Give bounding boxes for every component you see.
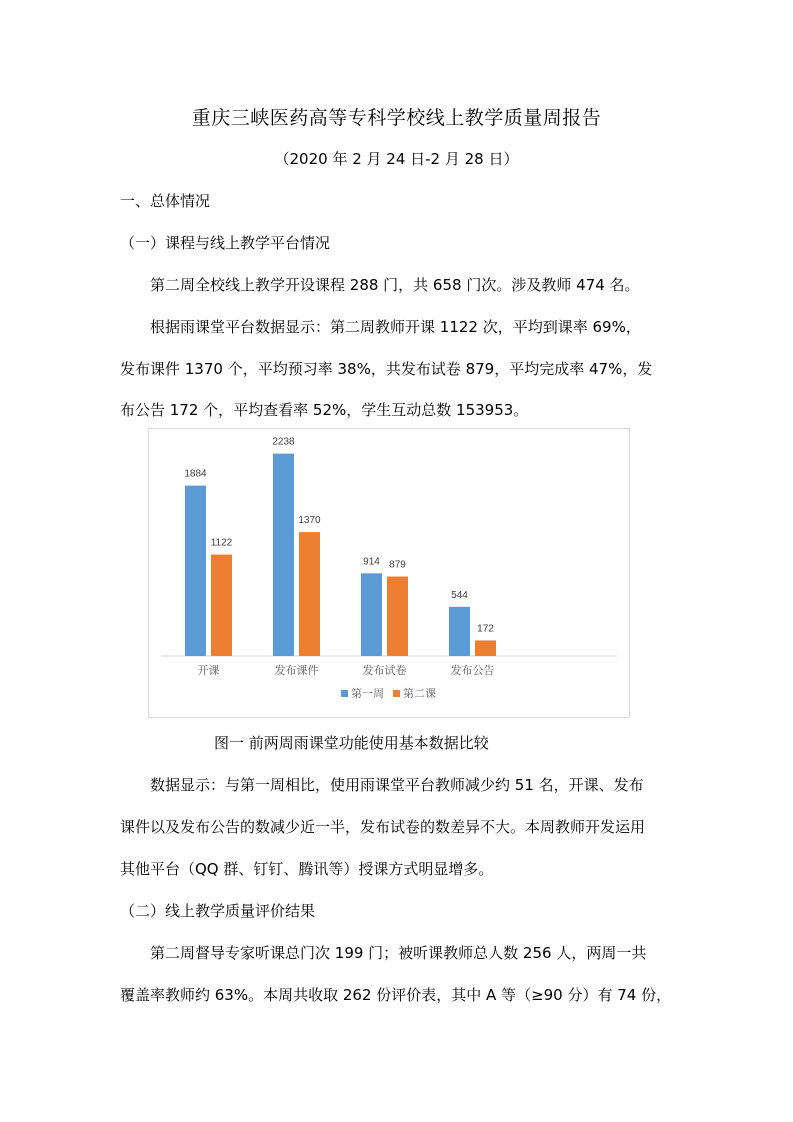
category-label: 发布公告	[450, 664, 495, 677]
date-range-subtitle: （2020 年 2 月 24 日-2 月 28 日）	[274, 150, 519, 168]
legend-label: 第二课	[403, 687, 436, 700]
bar-week2	[299, 532, 320, 656]
bar-chart	[149, 429, 629, 717]
bar-chart-container	[148, 428, 630, 718]
legend-label: 第一周	[351, 687, 384, 700]
data-label: 2238	[272, 436, 295, 448]
bar-week1	[273, 454, 294, 656]
bar-week1	[185, 486, 206, 656]
paragraph-evaluation-line2: 覆盖率教师约 63%。本周共收取 262 份评价表，其中 A 等（≥90 分）有 74 份，	[120, 986, 672, 1004]
data-label: 544	[451, 589, 468, 601]
data-label: 1370	[298, 515, 321, 527]
legend-swatch	[393, 690, 400, 697]
bar-week2	[475, 640, 496, 656]
category-label: 发布试卷	[362, 664, 407, 677]
paragraph-platform-line3: 布公告 172 个，平均查看率 52%，学生互动总数 153953。	[120, 401, 529, 419]
paragraph-evaluation-line1: 第二周督导专家听课总门次 199 门；被听课教师总人数 256 人，两周一共	[150, 944, 647, 962]
paragraph-platform-line1: 根据雨课堂平台数据显示：第二周教师开课 1122 次，平均到课率 69%，	[150, 318, 641, 336]
data-label: 879	[389, 559, 406, 571]
paragraph-platform-line2: 发布课件 1370 个，平均预习率 38%，共发布试卷 879，平均完成率 47%，发	[120, 360, 653, 378]
data-label: 1122	[210, 537, 233, 549]
subsection-heading-courses: （一）课程与线上教学平台情况	[120, 234, 331, 252]
paragraph-analysis-line1: 数据显示：与第一周相比，使用雨课堂平台教师减少约 51 名，开课、发布	[150, 776, 644, 794]
paragraph-course-stats: 第二周全校线上教学开设课程 288 门，共 658 门次。涉及教师 474 名。	[150, 276, 640, 294]
paragraph-analysis-line2: 课件以及发布公告的数减少近一半，发布试卷的数差异不大。本周教师开发运用	[120, 818, 646, 836]
bar-week1	[361, 573, 382, 656]
section-heading-overview: 一、总体情况	[120, 192, 211, 210]
bar-week2	[387, 577, 408, 656]
bar-week1	[449, 607, 470, 656]
paragraph-analysis-line3: 其他平台（QQ 群、钉钉、腾讯等）授课方式明显增多。	[120, 860, 494, 878]
figure-caption: 图一 前两周雨课堂功能使用基本数据比较	[214, 734, 489, 752]
data-label: 914	[363, 556, 380, 568]
category-label: 发布课件	[274, 664, 319, 677]
legend-swatch	[341, 690, 348, 697]
category-label: 开课	[197, 664, 220, 677]
document-title: 重庆三峡医药高等专科学校线上教学质量周报告	[191, 107, 602, 129]
data-label: 172	[477, 623, 494, 635]
subsection-heading-quality: （二）线上教学质量评价结果	[120, 902, 316, 920]
bar-week2	[211, 555, 232, 656]
data-label: 1884	[184, 468, 207, 480]
